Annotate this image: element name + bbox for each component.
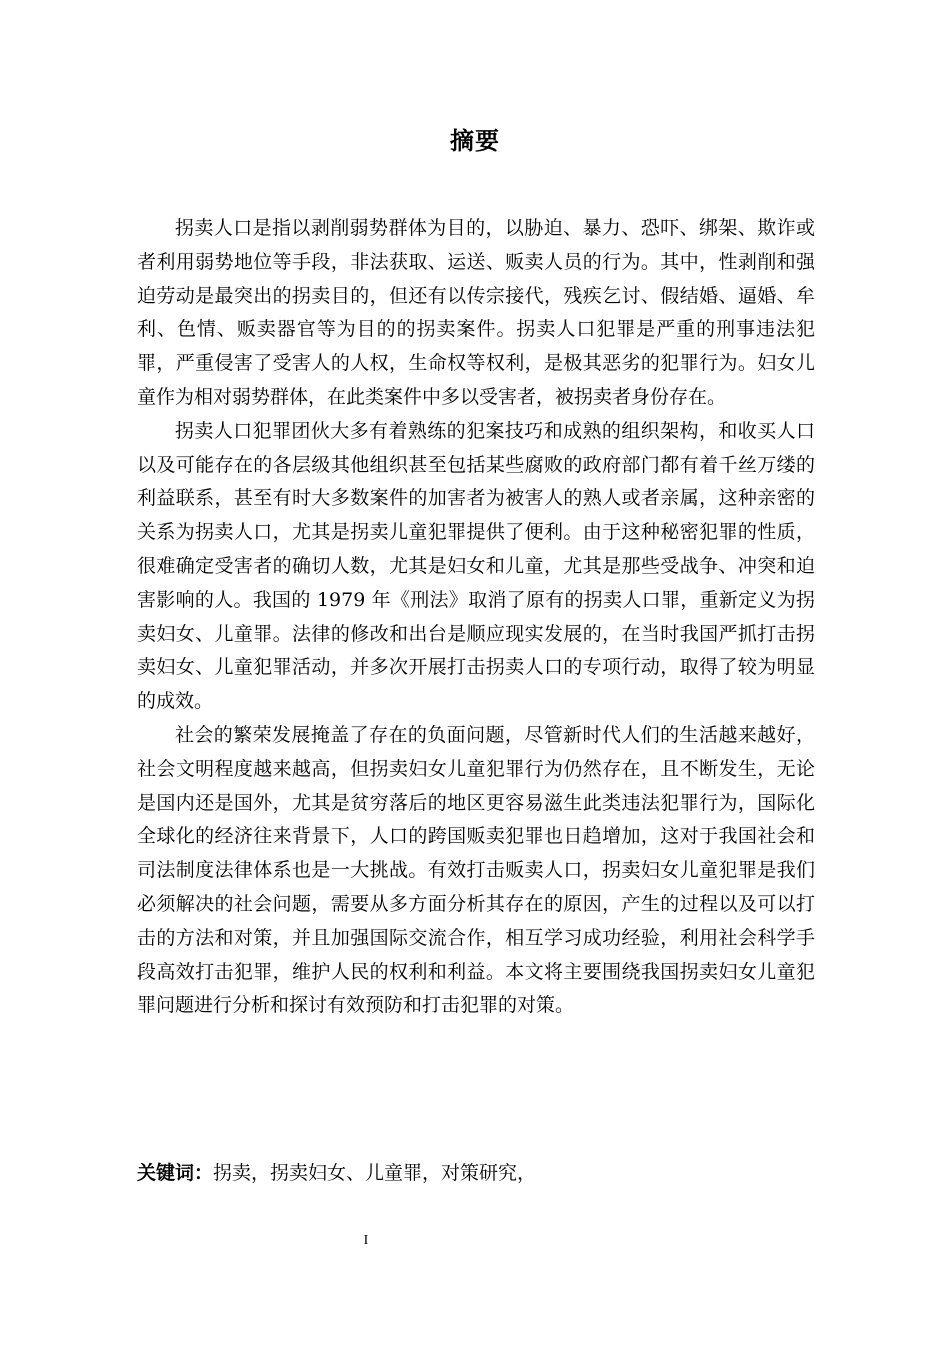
keywords-text: 拐卖，拐卖妇女、儿童罪，对策研究，: [213, 1162, 537, 1184]
keywords-label: 关键词：: [137, 1162, 214, 1184]
abstract-body: [137, 212, 815, 1023]
abstract-paragraph-2: 拐卖人口犯罪团伙大多有着熟练的犯案技巧和成熟的组织架构，和收买人口以及可能存在的各层级其他组织甚至包括某些腐败的政府部门都有着千丝万缕的利益联系，甚至有时大多数案件的加害者为被害人的熟人或者亲属，这种亲密的关系为拐卖人口，尤其是拐卖儿童犯罪提供了便利。由于这种秘密犯罪的性质，很难确定受害者的确切人数，尤其是妇女和儿童，尤其是那些受战争、冲突和迫害影响的人。我国的 1979 年《刑法》取消了原有的拐卖人口罪，重新定义为拐卖妇女、儿童罪。法律的修改和出台是顺应现实发展的，在当时我国严抓打击拐卖妇女、儿童犯罪活动，并多次开展打击拐卖人口的专项行动，取得了较为明显的成效。: [137, 419, 815, 713]
abstract-paragraph-1: 拐卖人口是指以剥削弱势群体为目的，以胁迫、暴力、恐吓、绑架、欺诈或者利用弱势地位等手段，非法获取、运送、贩卖人员的行为。其中，性剥削和强迫劳动是最突出的拐卖目的，但还有以传宗接代，残疾乞讨、假结婚、逼婚、牟利、色情、贩卖器官等为目的的拐卖案件。拐卖人口犯罪是严重的刑事违法犯罪，严重侵害了受害人的人权，生命权等权利，是极其恶劣的犯罪行为。妇女儿童作为相对弱势群体，在此类案件中多以受害者，被拐卖者身份存在。: [137, 217, 815, 408]
page-title: 摘要: [450, 127, 500, 155]
keywords-line: [137, 1157, 815, 1190]
page-number: I: [363, 1233, 369, 1248]
abstract-paragraph-3: 社会的繁荣发展掩盖了存在的负面问题，尽管新时代人们的生活越来越好，社会文明程度越来越高，但拐卖妇女儿童犯罪行为仍然存在，且不断发生，无论是国内还是国外，尤其是贫穷落后的地区更容易滋生此类违法犯罪行为，国际化全球化的经济往来背景下，人口的跨国贩卖犯罪也日趋增加，这对于我国社会和司法制度法律体系也是一大挑战。有效打击贩卖人口，拐卖妇女儿童犯罪是我们必须解决的社会问题，需要从多方面分析其存在的原因，产生的过程以及可以打击的方法和对策，并且加强国际交流合作，相互学习成功经验，利用社会科学手段高效打击犯罪，维护人民的权利和利益。本文将主要围绕我国拐卖妇女儿童犯罪问题进行分析和探讨有效预防和打击犯罪的对策。: [137, 723, 815, 1017]
